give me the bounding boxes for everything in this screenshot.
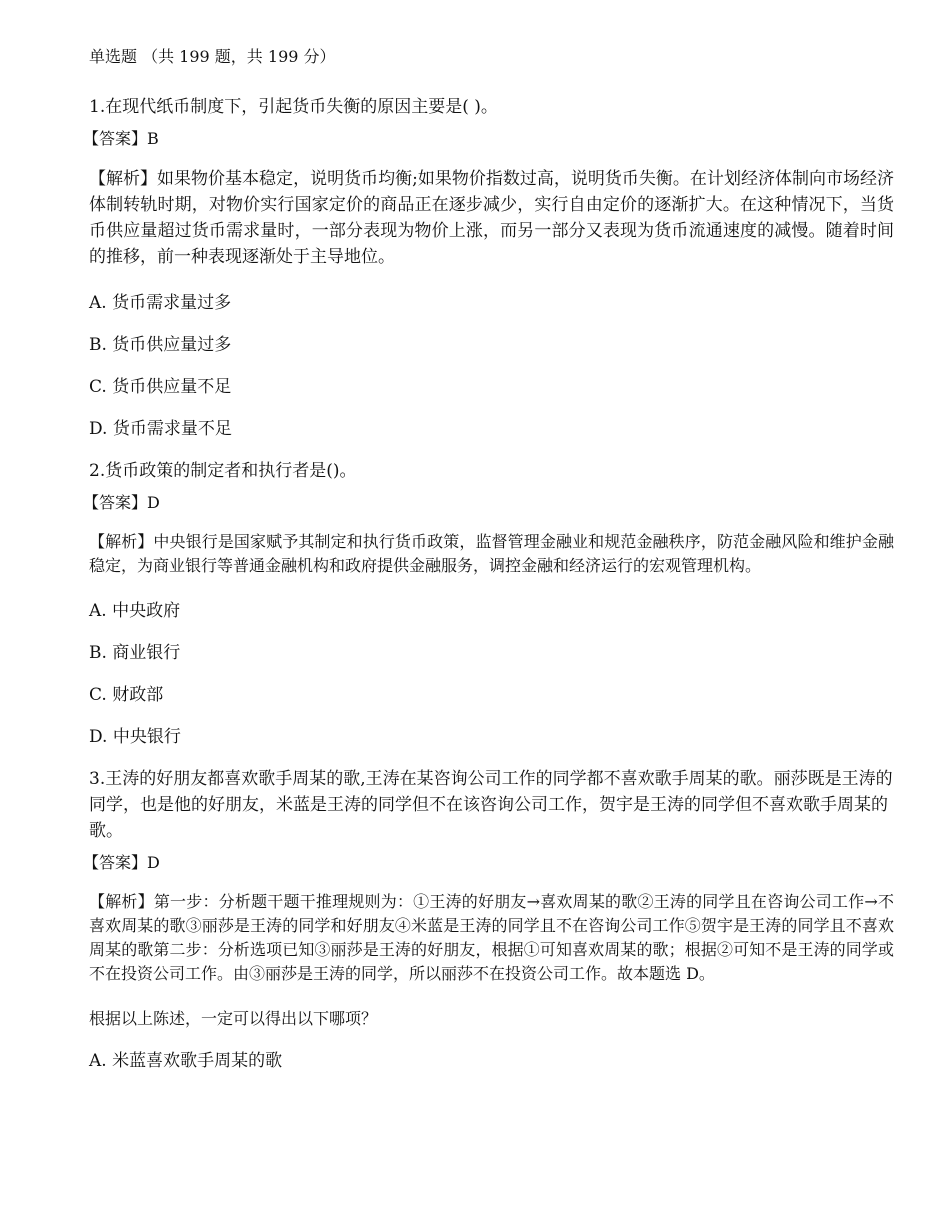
question-stem: 2.货币政策的制定者和执行者是()。 <box>89 461 357 481</box>
analysis-text: 【解析】第一步：分析题干题干推理规则为：①王涛的好朋友→喜欢周某的歌②王涛的同学且在咨询公司工作→不喜欢周某的歌③丽莎是王涛的同学和好朋友④米蓝是王涛的同学且不在咨询公司工作⑤贺宇是王涛的同学且不喜欢周某的歌第二步：分析选项已知③丽莎是王涛的好朋友，根据①可知喜欢周某的歌；根据②可知不是王涛的同学或不在投资公司工作。由③丽莎是王涛的同学，所以丽莎不在投资公司工作。故本题选 D。 <box>89 892 894 983</box>
option-c: C. 货币供应量不足 <box>89 377 232 397</box>
option-d: D. 货币需求量不足 <box>89 419 232 439</box>
followup-question: 根据以上陈述，一定可以得出以下哪项？ <box>89 1009 378 1028</box>
option-a: A. 中央政府 <box>89 601 181 621</box>
question-2 <box>83 458 894 750</box>
question-stem: 3.王涛的好朋友都喜欢歌手周某的歌,王涛在某咨询公司工作的同学都不喜欢歌手周某的歌。丽莎既是王涛的同学，也是他的好朋友，米蓝是王涛的同学但不在该咨询公司工作，贺宇是王涛的同学但不喜欢歌手周某的歌。 <box>89 769 893 841</box>
option-a: A. 米蓝喜欢歌手周某的歌 <box>89 1051 283 1071</box>
section-heading: 单选题 （共 199 题，共 199 分） <box>89 47 336 66</box>
option-c: C. 财政部 <box>89 685 164 705</box>
question-1 <box>83 94 894 442</box>
answer-line: 【答案】D <box>83 853 160 872</box>
option-b: B. 货币供应量过多 <box>89 335 232 355</box>
answer-line: 【答案】D <box>83 493 160 512</box>
answer-line: 【答案】B <box>83 129 159 148</box>
analysis-text: 【解析】如果物价基本稳定，说明货币均衡;如果物价指数过高，说明货币失衡。在计划经济体制向市场经济体制转轨时期，对物价实行国家定价的商品正在逐步减少，实行自由定价的逐渐扩大。在这种情况下，当货币供应量超过货币需求量时，一部分表现为物价上涨，而另一部分又表现为货币流通速度的减慢。随着时间的推移，前一种表现逐渐处于主导地位。 <box>89 169 894 267</box>
option-b: B. 商业银行 <box>89 643 181 663</box>
question-stem: 1.在现代纸币制度下，引起货币失衡的原因主要是( )。 <box>89 97 498 117</box>
option-d: D. 中央银行 <box>89 727 181 747</box>
option-a: A. 货币需求量过多 <box>89 293 232 313</box>
analysis-text: 【解析】中央银行是国家赋予其制定和执行货币政策，监督管理金融业和规范金融秩序，防范金融风险和维护金融稳定，为商业银行等普通金融机构和政府提供金融服务，调控金融和经济运行的宏观管理机构。 <box>89 532 894 575</box>
question-3 <box>83 766 894 1074</box>
